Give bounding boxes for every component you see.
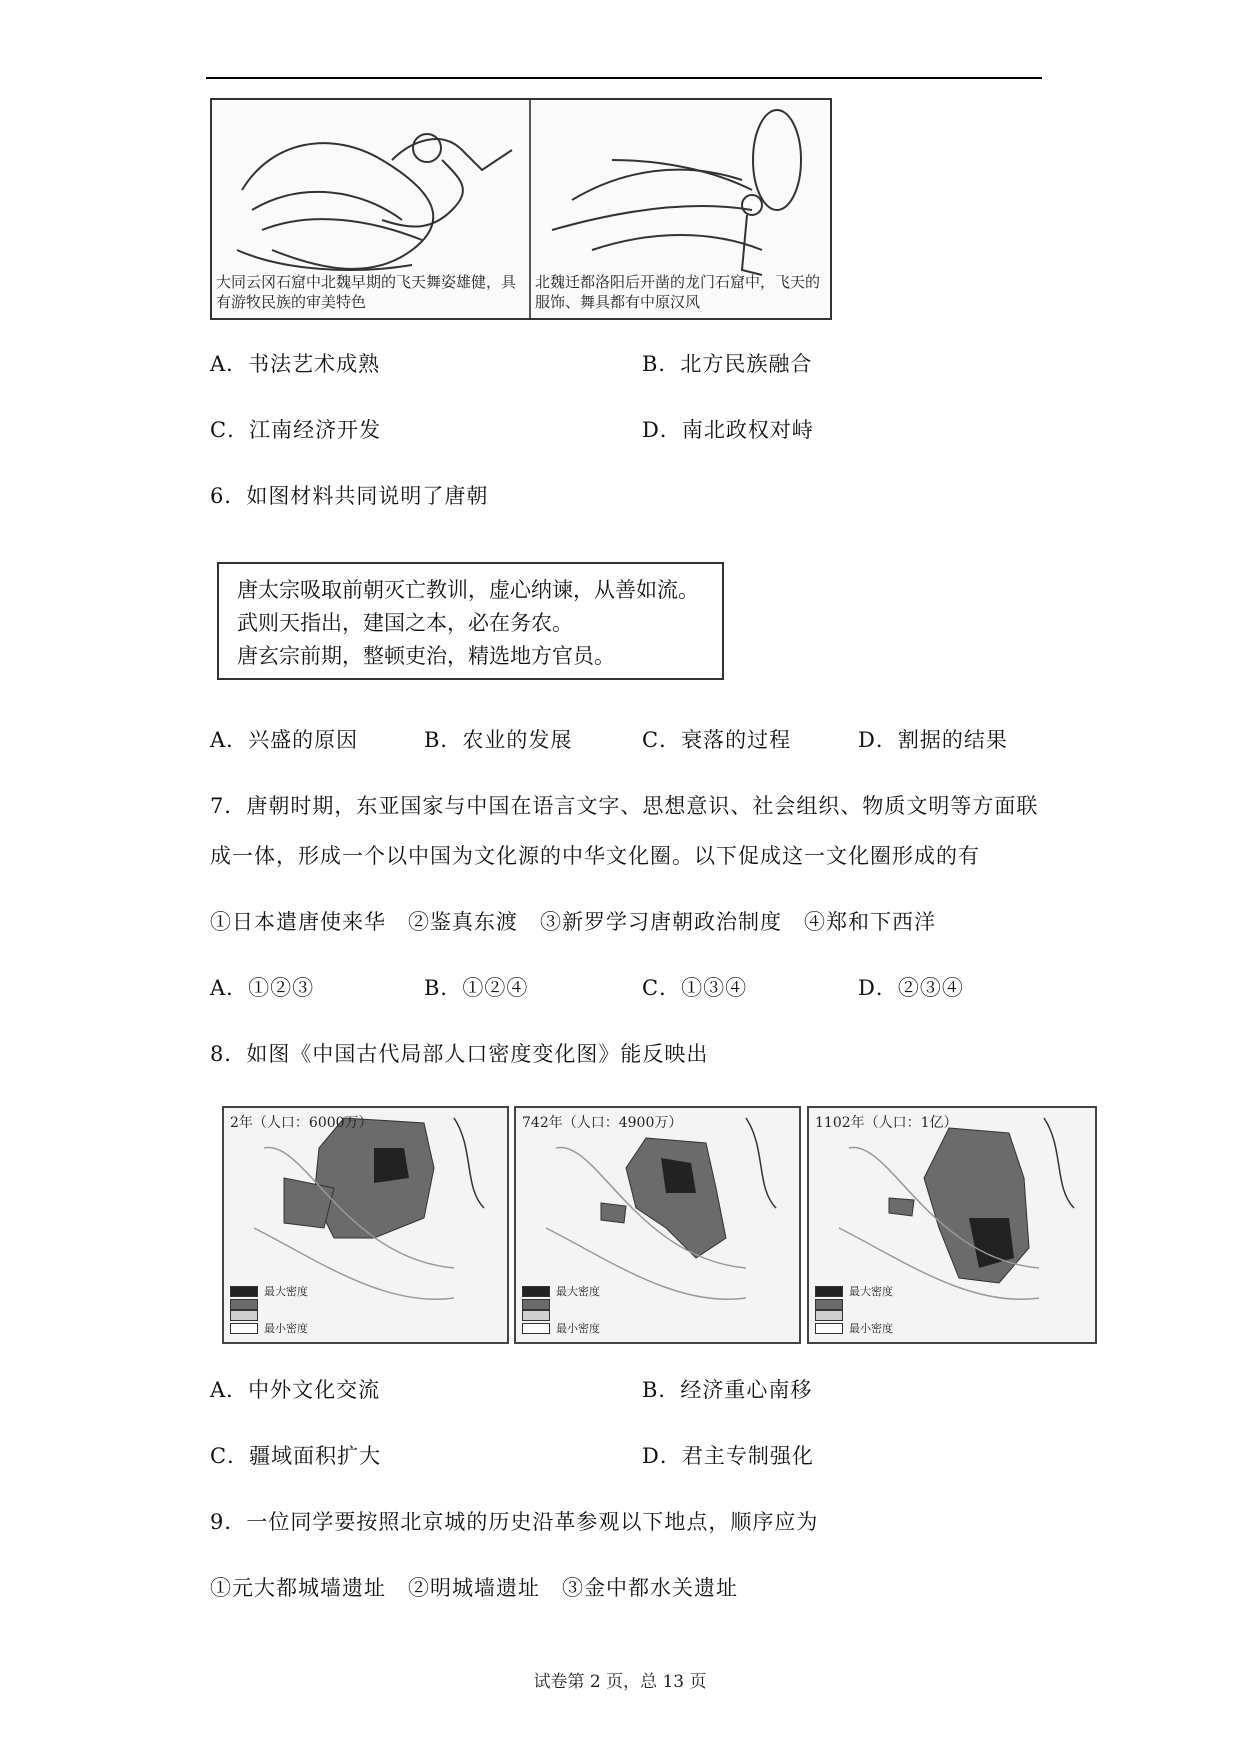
q7-stem-line2: 成一体，形成一个以中国为文化源的中华文化圈。以下促成这一文化圈形成的有: [210, 844, 980, 868]
q5-option-d: D．南北政权对峙: [642, 418, 814, 442]
population-density-maps: [222, 1106, 1100, 1344]
longmen-caption: 北魏迁都洛阳后开凿的龙门石窟中，飞天的服饰、舞具都有中原汉风: [535, 273, 821, 311]
q8-option-c: C．疆域面积扩大: [210, 1444, 382, 1468]
q5-option-c: C．江南经济开发: [210, 418, 382, 442]
q6-option-b: B．农业的发展: [424, 728, 573, 752]
header-rule: [206, 77, 1042, 79]
q5-option-b: B．北方民族融合: [642, 352, 813, 376]
legend-label: 最大密度: [849, 1285, 893, 1298]
q7-option-b: B．①②④: [424, 976, 529, 1000]
map-legend: [230, 1284, 308, 1336]
q9-items: ①元大都城墙遗址 ②明城墙遗址 ③金中都水关遗址: [210, 1576, 738, 1600]
q7-option-c: C．①③④: [642, 976, 748, 1000]
map-legend: [522, 1284, 600, 1336]
quote-line: 武则天指出，建国之本，必在务农。: [237, 611, 573, 635]
q7-items: ①日本遣唐使来华 ②鉴真东渡 ③新罗学习唐朝政治制度 ④郑和下西洋: [210, 910, 936, 934]
map-year-742: [514, 1106, 801, 1344]
flying-apsara-figure: [210, 98, 832, 320]
q8-option-b: B．经济重心南移: [642, 1378, 813, 1402]
q6-quote-box: [217, 562, 724, 680]
yungang-caption: 大同云冈石窟中北魏早期的飞天舞姿雄健，具有游牧民族的审美特色: [216, 273, 517, 311]
panel-divider: [529, 100, 531, 318]
q7-stem-line1: 7．唐朝时期，东亚国家与中国在语言文字、思想意识、社会组织、物质文明等方面联: [210, 794, 1039, 818]
legend-label: 最大密度: [556, 1285, 600, 1298]
legend-label: 最小密度: [556, 1322, 600, 1335]
q6-option-c: C．衰落的过程: [642, 728, 792, 752]
map-year-1102: [807, 1106, 1097, 1344]
q6-option-d: D．割据的结果: [858, 728, 1008, 752]
q7-option-a: A．①②③: [210, 976, 315, 1000]
q8-option-d: D．君主专制强化: [642, 1444, 814, 1468]
legend-label: 最小密度: [849, 1322, 893, 1335]
map-title: 1102年（人口：1亿）: [815, 1115, 958, 1131]
q9-stem: 9．一位同学要按照北京城的历史沿革参观以下地点，顺序应为: [210, 1510, 819, 1534]
q6-stem: 6．如图材料共同说明了唐朝: [210, 484, 489, 508]
q5-option-a: A．书法艺术成熟: [210, 352, 381, 376]
legend-label: 最小密度: [264, 1322, 308, 1335]
legend-label: 最大密度: [264, 1285, 308, 1298]
page-footer: 试卷第 2 页，总 13 页: [533, 1672, 707, 1692]
map-title: 742年（人口：4900万）: [522, 1115, 683, 1131]
q8-option-a: A．中外文化交流: [210, 1378, 381, 1402]
q7-option-d: D．②③④: [858, 976, 964, 1000]
quote-line: 唐玄宗前期，整顿吏治，精选地方官员。: [237, 644, 615, 668]
map-year-2: [222, 1106, 509, 1344]
quote-line: 唐太宗吸取前朝灭亡教训，虚心纳谏，从善如流。: [237, 578, 699, 602]
map-legend: [815, 1284, 893, 1336]
q8-stem: 8．如图《中国古代局部人口密度变化图》能反映出: [210, 1042, 709, 1066]
map-title: 2年（人口：6000万）: [230, 1115, 373, 1131]
q6-option-a: A．兴盛的原因: [210, 728, 359, 752]
